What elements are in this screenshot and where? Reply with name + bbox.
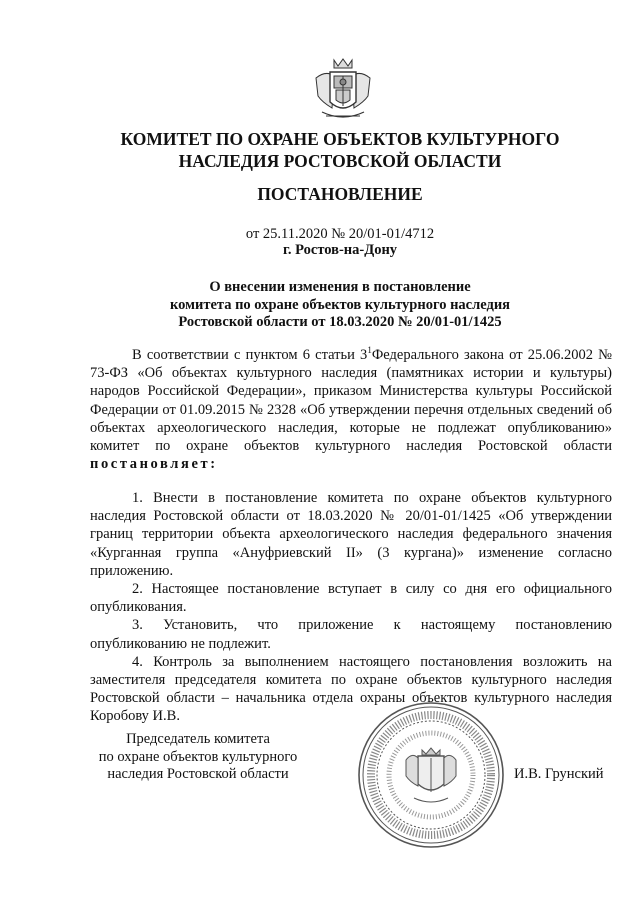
signatory-title xyxy=(80,731,316,784)
preamble-paragraph xyxy=(90,346,612,473)
decree-item-3: 3. Установить, что приложение к настоящему постановлению опубликованию не подлежит. xyxy=(90,617,612,652)
official-seal-icon xyxy=(356,700,506,850)
decree-item-1: 1. Внести в постановление комитета по охране объектов культурного наследия Ростовской области от 18.03.2020 № 20/01-01/1425 «Об утверждении границ территории объекта археологического наследия федерального значения «Курганная группа «Ануфриевский II» (3 кургана)» изменение согласно приложению. xyxy=(90,490,612,579)
decree-item-4: 4. Контроль за выполнением настоящего постановления возложить на заместителя председателя комитета по охране объектов культурного наследия Ростовской области – начальника отдела охраны объектов культурного наследия Коробову И.В. xyxy=(90,653,612,725)
document-type: ПОСТАНОВЛЕНИЕ xyxy=(257,184,423,204)
subject-line-1: О внесении изменения в постановление xyxy=(209,279,471,295)
decree-item-2: 2. Настоящее постановление вступает в силу со дня его официального опубликования. xyxy=(90,581,612,616)
organization-name xyxy=(60,128,620,172)
article-superscript: 1 xyxy=(367,345,372,356)
document-city: г. Ростов-на-Дону xyxy=(282,242,398,258)
document-subject xyxy=(60,279,620,332)
preamble-text-start: В соответствии с пунктом 6 статьи 3 xyxy=(132,347,368,363)
subject-line-3: Ростовской области от 18.03.2020 № 20/01-01/1425 xyxy=(178,314,502,330)
subject-line-2: комитета по охране объектов культурного наследия xyxy=(169,296,511,313)
signatory-title-line-1: Председатель комитета xyxy=(126,731,270,747)
signatory-title-line-2: по охране объектов культурного xyxy=(98,748,298,765)
decree-items xyxy=(90,489,612,726)
decree-word: постановляет: xyxy=(90,456,218,473)
signatory-name: И.В. Грунский xyxy=(514,766,604,782)
organization-line-1: КОМИТЕТ ПО ОХРАНЕ ОБЪЕКТОВ КУЛЬТУРНОГО xyxy=(120,129,560,149)
document-date-number: от 25.11.2020 № 20/01-01/4712 xyxy=(245,226,435,242)
signatory-title-line-3: наследия Ростовской области xyxy=(107,766,289,782)
preamble-text-rest: Федерального закона от 25.06.2002 № 73-ФЗ «Об объектах культурного наследия (памятниках истории и культуры) народов Российской Федерации», приказом Министерства культуры Российской Федерации от 01.09.2015 № 2328 «Об утверждении перечня отдельных сведений об объектах археологического наследия, которые не подлежат опубликованию» комитет по охране объектов культурного наследия Ростовской области xyxy=(90,347,612,455)
coat-of-arms-icon xyxy=(312,56,374,126)
organization-line-2: НАСЛЕДИЯ РОСТОВСКОЙ ОБЛАСТИ xyxy=(178,151,502,171)
